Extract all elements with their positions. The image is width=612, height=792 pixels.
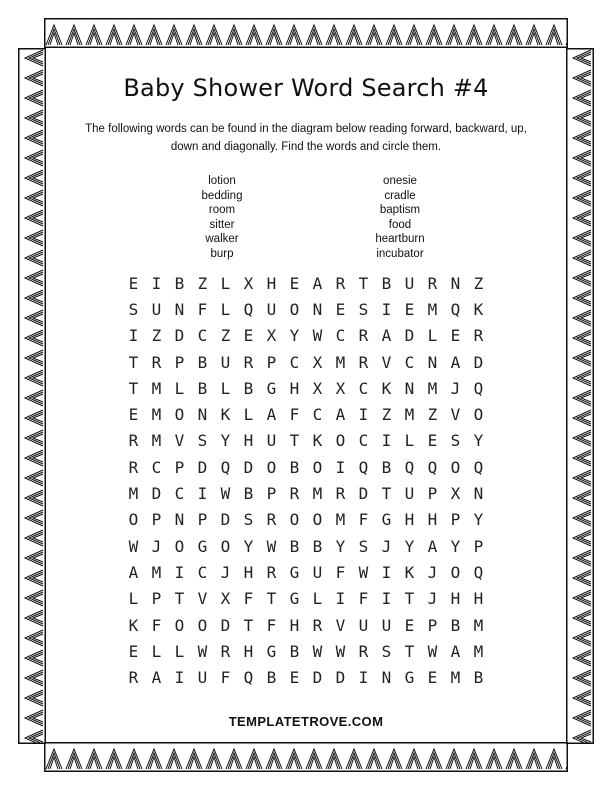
grid-letter[interactable]: L xyxy=(243,405,254,425)
grid-letter[interactable]: O xyxy=(335,431,346,451)
grid-letter[interactable]: M xyxy=(151,431,162,451)
word-item: burp xyxy=(210,247,234,260)
grid-letter[interactable]: B xyxy=(197,378,208,398)
grid-letter[interactable]: R xyxy=(289,484,300,504)
grid-letter[interactable]: I xyxy=(151,273,162,293)
grid-row xyxy=(122,533,490,559)
grid-letter[interactable]: W xyxy=(266,536,277,556)
grid-letter[interactable]: M xyxy=(473,615,484,635)
grid-letter[interactable]: I xyxy=(381,562,392,582)
grid-letter[interactable]: C xyxy=(151,457,162,477)
grid-letter[interactable]: R xyxy=(427,273,438,293)
grid-letter[interactable]: R xyxy=(358,326,369,346)
grid-letter[interactable]: P xyxy=(174,457,185,477)
grid-letter[interactable]: X xyxy=(335,378,346,398)
grid-letter[interactable]: K xyxy=(404,562,415,582)
grid-letter[interactable]: O xyxy=(312,457,323,477)
grid-letter[interactable]: A xyxy=(266,405,277,425)
grid-letter[interactable]: M xyxy=(450,668,461,688)
grid-letter[interactable]: E xyxy=(128,641,139,661)
grid-letter[interactable]: T xyxy=(128,352,139,372)
grid-letter[interactable]: O xyxy=(289,510,300,530)
grid-letter[interactable]: L xyxy=(128,589,139,609)
grid-letter[interactable]: K xyxy=(220,405,231,425)
grid-letter[interactable]: G xyxy=(266,378,277,398)
grid-letter[interactable]: H xyxy=(450,589,461,609)
grid-letter[interactable]: W xyxy=(427,641,438,661)
grid-letter[interactable]: U xyxy=(266,299,277,319)
grid-letter[interactable]: V xyxy=(174,431,185,451)
grid-letter[interactable]: S xyxy=(128,299,139,319)
grid-letter[interactable]: N xyxy=(381,668,392,688)
grid-letter[interactable]: W xyxy=(128,536,139,556)
grid-letter[interactable]: P xyxy=(266,484,277,504)
grid-row xyxy=(122,428,490,454)
grid-letter[interactable]: B xyxy=(266,668,277,688)
grid-letter[interactable]: P xyxy=(473,536,484,556)
grid-letter[interactable]: E xyxy=(289,273,300,293)
grid-letter[interactable]: D xyxy=(197,457,208,477)
grid-letter[interactable]: E xyxy=(243,326,254,346)
grid-letter[interactable]: M xyxy=(427,378,438,398)
grid-letter[interactable]: U xyxy=(381,615,392,635)
word-item: bedding xyxy=(201,189,243,202)
grid-letter[interactable]: R xyxy=(151,352,162,372)
word-item: cradle xyxy=(384,189,416,202)
grid-letter[interactable]: O xyxy=(174,405,185,425)
grid-letter[interactable]: D xyxy=(335,668,346,688)
grid-letter[interactable]: N xyxy=(174,299,185,319)
grid-letter[interactable]: Z xyxy=(151,326,162,346)
grid-letter[interactable]: A xyxy=(151,668,162,688)
grid-letter[interactable]: M xyxy=(312,484,323,504)
grid-letter[interactable]: R xyxy=(266,562,277,582)
grid-letter[interactable]: L xyxy=(312,589,323,609)
grid-letter[interactable]: N xyxy=(197,405,208,425)
grid-letter[interactable]: X xyxy=(312,352,323,372)
grid-letter[interactable]: R xyxy=(335,484,346,504)
grid-letter[interactable]: O xyxy=(174,536,185,556)
grid-letter[interactable]: W xyxy=(335,641,346,661)
grid-letter[interactable]: K xyxy=(312,431,323,451)
grid-letter[interactable]: G xyxy=(266,641,277,661)
grid-letter[interactable]: U xyxy=(312,562,323,582)
grid-letter[interactable]: M xyxy=(151,562,162,582)
chevron-pattern-bottom xyxy=(44,742,568,772)
grid-letter[interactable]: F xyxy=(289,405,300,425)
grid-letter[interactable]: D xyxy=(312,668,323,688)
grid-letter[interactable]: B xyxy=(243,484,254,504)
grid-letter[interactable]: W xyxy=(197,641,208,661)
grid-letter[interactable]: C xyxy=(358,378,369,398)
grid-letter[interactable]: D xyxy=(473,352,484,372)
grid-letter[interactable]: Y xyxy=(473,510,484,530)
grid-letter[interactable]: U xyxy=(220,352,231,372)
grid-letter[interactable]: I xyxy=(197,484,208,504)
grid-letter[interactable]: R xyxy=(128,431,139,451)
grid-row xyxy=(122,454,490,480)
grid-letter[interactable]: W xyxy=(220,484,231,504)
grid-letter[interactable]: X xyxy=(243,273,254,293)
grid-letter[interactable]: O xyxy=(220,536,231,556)
letter-grid xyxy=(122,270,490,691)
word-item: room xyxy=(208,204,236,217)
grid-letter[interactable]: O xyxy=(312,510,323,530)
grid-letter[interactable]: D xyxy=(151,484,162,504)
grid-letter[interactable]: X xyxy=(450,484,461,504)
grid-letter[interactable]: L xyxy=(220,273,231,293)
grid-row xyxy=(122,664,490,690)
grid-letter[interactable]: Q xyxy=(427,457,438,477)
grid-letter[interactable]: R xyxy=(128,668,139,688)
grid-row xyxy=(122,270,490,296)
grid-letter[interactable]: Y xyxy=(335,536,346,556)
grid-letter[interactable]: D xyxy=(358,484,369,504)
grid-letter[interactable]: J xyxy=(427,562,438,582)
grid-letter[interactable]: J xyxy=(151,536,162,556)
grid-letter[interactable]: I xyxy=(358,668,369,688)
grid-letter[interactable]: R xyxy=(128,457,139,477)
grid-letter[interactable]: V xyxy=(381,352,392,372)
grid-letter[interactable]: N xyxy=(174,510,185,530)
word-item: food xyxy=(388,218,412,231)
grid-letter[interactable]: F xyxy=(197,299,208,319)
grid-letter[interactable]: G xyxy=(197,536,208,556)
grid-row xyxy=(122,375,490,401)
grid-letter[interactable]: P xyxy=(427,615,438,635)
grid-letter[interactable]: A xyxy=(450,352,461,372)
bottom-chevron-border xyxy=(44,742,568,772)
grid-letter[interactable]: A xyxy=(128,562,139,582)
grid-letter[interactable]: H xyxy=(289,378,300,398)
grid-letter[interactable]: O xyxy=(174,615,185,635)
grid-letter[interactable]: Q xyxy=(473,562,484,582)
grid-letter[interactable]: O xyxy=(266,457,277,477)
grid-letter[interactable]: U xyxy=(266,431,277,451)
word-list-left xyxy=(152,174,292,262)
grid-letter[interactable]: B xyxy=(473,668,484,688)
grid-letter[interactable]: T xyxy=(128,378,139,398)
grid-letter[interactable]: Y xyxy=(243,536,254,556)
grid-letter[interactable]: P xyxy=(151,589,162,609)
grid-letter[interactable]: J xyxy=(427,589,438,609)
grid-letter[interactable]: Y xyxy=(289,326,300,346)
grid-letter[interactable]: A xyxy=(450,641,461,661)
grid-letter[interactable]: L xyxy=(427,326,438,346)
grid-letter[interactable]: S xyxy=(450,431,461,451)
grid-letter[interactable]: I xyxy=(358,405,369,425)
top-chevron-border xyxy=(44,18,568,48)
word-item: baptism xyxy=(379,204,421,217)
grid-letter[interactable]: K xyxy=(381,378,392,398)
grid-letter[interactable]: O xyxy=(450,562,461,582)
grid-letter[interactable]: N xyxy=(427,352,438,372)
grid-letter[interactable]: B xyxy=(174,273,185,293)
grid-letter[interactable]: O xyxy=(450,457,461,477)
grid-letter[interactable]: B xyxy=(450,615,461,635)
grid-letter[interactable]: Y xyxy=(450,536,461,556)
grid-letter[interactable]: A xyxy=(381,326,392,346)
grid-letter[interactable]: E xyxy=(427,431,438,451)
grid-letter[interactable]: C xyxy=(358,431,369,451)
site-footer: TEMPLATETROVE.COM xyxy=(228,714,384,729)
grid-letter[interactable]: U xyxy=(404,484,415,504)
grid-letter[interactable]: D xyxy=(220,615,231,635)
instructions: The following words can be found in the diagram below reading forward, backward, up, down and diagonally. Find the words and circle them. xyxy=(85,123,527,153)
grid-letter[interactable]: T xyxy=(266,589,277,609)
grid-letter[interactable]: N xyxy=(473,484,484,504)
grid-letter[interactable]: B xyxy=(312,536,323,556)
grid-letter[interactable]: Q xyxy=(404,457,415,477)
left-chevron-border xyxy=(18,48,46,744)
grid-letter[interactable]: C xyxy=(289,352,300,372)
grid-letter[interactable]: K xyxy=(128,615,139,635)
grid-letter[interactable]: G xyxy=(289,589,300,609)
grid-letter[interactable]: Y xyxy=(220,431,231,451)
grid-letter[interactable]: M xyxy=(335,510,346,530)
grid-letter[interactable]: H xyxy=(289,615,300,635)
grid-letter[interactable]: M xyxy=(427,299,438,319)
grid-letter[interactable]: C xyxy=(312,405,323,425)
grid-letter[interactable]: U xyxy=(151,299,162,319)
grid-letter[interactable]: P xyxy=(450,510,461,530)
grid-letter[interactable]: R xyxy=(243,352,254,372)
word-item: onesie xyxy=(383,175,417,187)
grid-letter[interactable]: O xyxy=(289,299,300,319)
grid-letter[interactable]: V xyxy=(450,405,461,425)
grid-letter[interactable]: S xyxy=(381,641,392,661)
grid-letter[interactable]: T xyxy=(358,273,369,293)
grid-letter[interactable]: M xyxy=(473,641,484,661)
grid-letter[interactable]: T xyxy=(404,641,415,661)
grid-letter[interactable]: P xyxy=(174,352,185,372)
grid-letter[interactable]: B xyxy=(289,641,300,661)
grid-letter[interactable]: U xyxy=(404,273,415,293)
grid-letter[interactable]: O xyxy=(128,510,139,530)
grid-letter[interactable]: T xyxy=(243,615,254,635)
grid-letter[interactable]: H xyxy=(404,510,415,530)
grid-letter[interactable]: E xyxy=(404,299,415,319)
grid-letter[interactable]: W xyxy=(358,562,369,582)
grid-letter[interactable]: Q xyxy=(473,457,484,477)
grid-letter[interactable]: M xyxy=(404,405,415,425)
grid-letter[interactable]: I xyxy=(335,457,346,477)
grid-letter[interactable]: E xyxy=(289,668,300,688)
grid-letter[interactable]: F xyxy=(358,589,369,609)
grid-letter[interactable]: P xyxy=(266,352,277,372)
grid-letter[interactable]: J xyxy=(381,536,392,556)
grid-letter[interactable]: H xyxy=(266,273,277,293)
grid-letter[interactable]: M xyxy=(335,352,346,372)
grid-letter[interactable]: G xyxy=(381,510,392,530)
grid-letter[interactable]: R xyxy=(220,641,231,661)
grid-letter[interactable]: C xyxy=(335,326,346,346)
chevron-pattern-left xyxy=(18,48,46,744)
grid-letter[interactable]: M xyxy=(128,484,139,504)
grid-letter[interactable]: R xyxy=(358,641,369,661)
grid-letter[interactable]: U xyxy=(358,615,369,635)
grid-letter[interactable]: F xyxy=(243,589,254,609)
grid-letter[interactable]: R xyxy=(312,615,323,635)
grid-letter[interactable]: B xyxy=(289,457,300,477)
grid-letter[interactable]: R xyxy=(358,352,369,372)
grid-letter[interactable]: T xyxy=(174,589,185,609)
grid-letter[interactable]: E xyxy=(427,668,438,688)
grid-letter[interactable]: P xyxy=(151,510,162,530)
grid-letter[interactable]: T xyxy=(381,484,392,504)
grid-letter[interactable]: R xyxy=(473,326,484,346)
grid-letter[interactable]: O xyxy=(473,405,484,425)
grid-letter[interactable]: J xyxy=(450,378,461,398)
grid-letter[interactable]: D xyxy=(243,457,254,477)
grid-letter[interactable]: I xyxy=(335,589,346,609)
grid-letter[interactable]: E xyxy=(128,405,139,425)
grid-letter[interactable]: F xyxy=(266,615,277,635)
grid-letter[interactable]: L xyxy=(220,378,231,398)
grid-letter[interactable]: B xyxy=(289,536,300,556)
grid-row xyxy=(122,296,490,322)
grid-letter[interactable]: Q xyxy=(243,668,254,688)
grid-letter[interactable]: L xyxy=(174,641,185,661)
grid-letter[interactable]: S xyxy=(358,536,369,556)
grid-letter[interactable]: I xyxy=(381,299,392,319)
grid-letter[interactable]: S xyxy=(358,299,369,319)
grid-letter[interactable]: I xyxy=(174,562,185,582)
grid-letter[interactable]: T xyxy=(289,431,300,451)
grid-letter[interactable]: D xyxy=(174,326,185,346)
grid-letter[interactable]: Z xyxy=(427,405,438,425)
grid-letter[interactable]: H xyxy=(243,562,254,582)
grid-letter[interactable]: C xyxy=(174,484,185,504)
grid-letter[interactable]: H xyxy=(243,431,254,451)
grid-letter[interactable]: L xyxy=(404,431,415,451)
grid-letter[interactable]: I xyxy=(174,668,185,688)
grid-letter[interactable]: Z xyxy=(381,405,392,425)
grid-letter[interactable]: X xyxy=(220,589,231,609)
chevron-pattern-right xyxy=(566,48,594,744)
grid-letter[interactable]: Q xyxy=(358,457,369,477)
grid-letter[interactable]: D xyxy=(220,510,231,530)
grid-letter[interactable]: X xyxy=(266,326,277,346)
grid-letter[interactable]: Z xyxy=(197,273,208,293)
grid-letter[interactable]: B xyxy=(381,273,392,293)
grid-letter[interactable]: P xyxy=(427,484,438,504)
chevron-pattern-top xyxy=(44,18,568,48)
grid-letter[interactable]: B xyxy=(243,378,254,398)
grid-row xyxy=(122,480,490,506)
grid-row xyxy=(122,559,490,585)
grid-letter[interactable]: G xyxy=(289,562,300,582)
grid-letter[interactable]: H xyxy=(473,589,484,609)
grid-letter[interactable]: Q xyxy=(220,457,231,477)
grid-letter[interactable]: C xyxy=(404,352,415,372)
grid-letter[interactable]: R xyxy=(335,273,346,293)
grid-letter[interactable]: Z xyxy=(473,273,484,293)
grid-row xyxy=(122,638,490,664)
word-item: incubator xyxy=(376,247,424,260)
grid-letter[interactable]: R xyxy=(266,510,277,530)
grid-letter[interactable]: B xyxy=(197,352,208,372)
grid-letter[interactable]: K xyxy=(473,299,484,319)
page-title: Baby Shower Word Search #4 xyxy=(123,74,489,102)
grid-letter[interactable]: C xyxy=(197,562,208,582)
grid-letter[interactable]: Q xyxy=(450,299,461,319)
word-list-right xyxy=(330,174,470,262)
grid-row xyxy=(122,507,490,533)
grid-letter[interactable]: O xyxy=(197,615,208,635)
word-item: sitter xyxy=(209,218,235,231)
grid-letter[interactable]: V xyxy=(197,589,208,609)
grid-letter[interactable]: Q xyxy=(473,378,484,398)
grid-letter[interactable]: I xyxy=(128,326,139,346)
word-item: walker xyxy=(205,233,239,246)
grid-letter[interactable]: N xyxy=(450,273,461,293)
grid-letter[interactable]: M xyxy=(151,378,162,398)
grid-letter[interactable]: X xyxy=(312,378,323,398)
grid-letter[interactable]: H xyxy=(427,510,438,530)
word-item: heartburn xyxy=(375,233,425,246)
grid-letter[interactable]: Y xyxy=(404,536,415,556)
grid-letter[interactable]: U xyxy=(197,668,208,688)
grid-letter[interactable]: W xyxy=(312,326,323,346)
grid-letter[interactable]: S xyxy=(243,510,254,530)
grid-letter[interactable]: A xyxy=(312,273,323,293)
word-item: lotion xyxy=(208,175,236,187)
grid-letter[interactable]: T xyxy=(404,589,415,609)
grid-letter[interactable]: Q xyxy=(243,299,254,319)
grid-letter[interactable]: E xyxy=(128,273,139,293)
grid-letter[interactable]: F xyxy=(151,615,162,635)
grid-letter[interactable]: Z xyxy=(220,326,231,346)
grid-letter[interactable]: B xyxy=(381,457,392,477)
grid-row xyxy=(122,586,490,612)
grid-letter[interactable]: E xyxy=(450,326,461,346)
worksheet xyxy=(54,50,558,736)
grid-letter[interactable]: G xyxy=(404,668,415,688)
grid-letter[interactable]: S xyxy=(197,431,208,451)
grid-letter[interactable]: J xyxy=(220,562,231,582)
grid-letter[interactable]: Y xyxy=(473,431,484,451)
grid-letter[interactable]: W xyxy=(312,641,323,661)
grid-row xyxy=(122,323,490,349)
grid-row xyxy=(122,349,490,375)
grid-letter[interactable]: M xyxy=(151,405,162,425)
grid-letter[interactable]: H xyxy=(243,641,254,661)
grid-row xyxy=(122,401,490,427)
grid-row xyxy=(122,612,490,638)
grid-letter[interactable]: F xyxy=(358,510,369,530)
grid-letter[interactable]: I xyxy=(381,589,392,609)
grid-letter[interactable]: E xyxy=(335,299,346,319)
grid-letter[interactable]: L xyxy=(151,641,162,661)
grid-letter[interactable]: L xyxy=(220,299,231,319)
grid-letter[interactable]: D xyxy=(404,326,415,346)
grid-letter[interactable]: N xyxy=(404,378,415,398)
grid-letter[interactable]: N xyxy=(312,299,323,319)
grid-letter[interactable]: P xyxy=(197,510,208,530)
grid-letter[interactable]: F xyxy=(220,668,231,688)
grid-letter[interactable]: V xyxy=(335,615,346,635)
grid-letter[interactable]: E xyxy=(404,615,415,635)
grid-letter[interactable]: I xyxy=(381,431,392,451)
grid-letter[interactable]: C xyxy=(197,326,208,346)
grid-letter[interactable]: A xyxy=(427,536,438,556)
grid-letter[interactable]: L xyxy=(174,378,185,398)
grid-letter[interactable]: A xyxy=(335,405,346,425)
right-chevron-border xyxy=(566,48,594,744)
grid-letter[interactable]: F xyxy=(335,562,346,582)
